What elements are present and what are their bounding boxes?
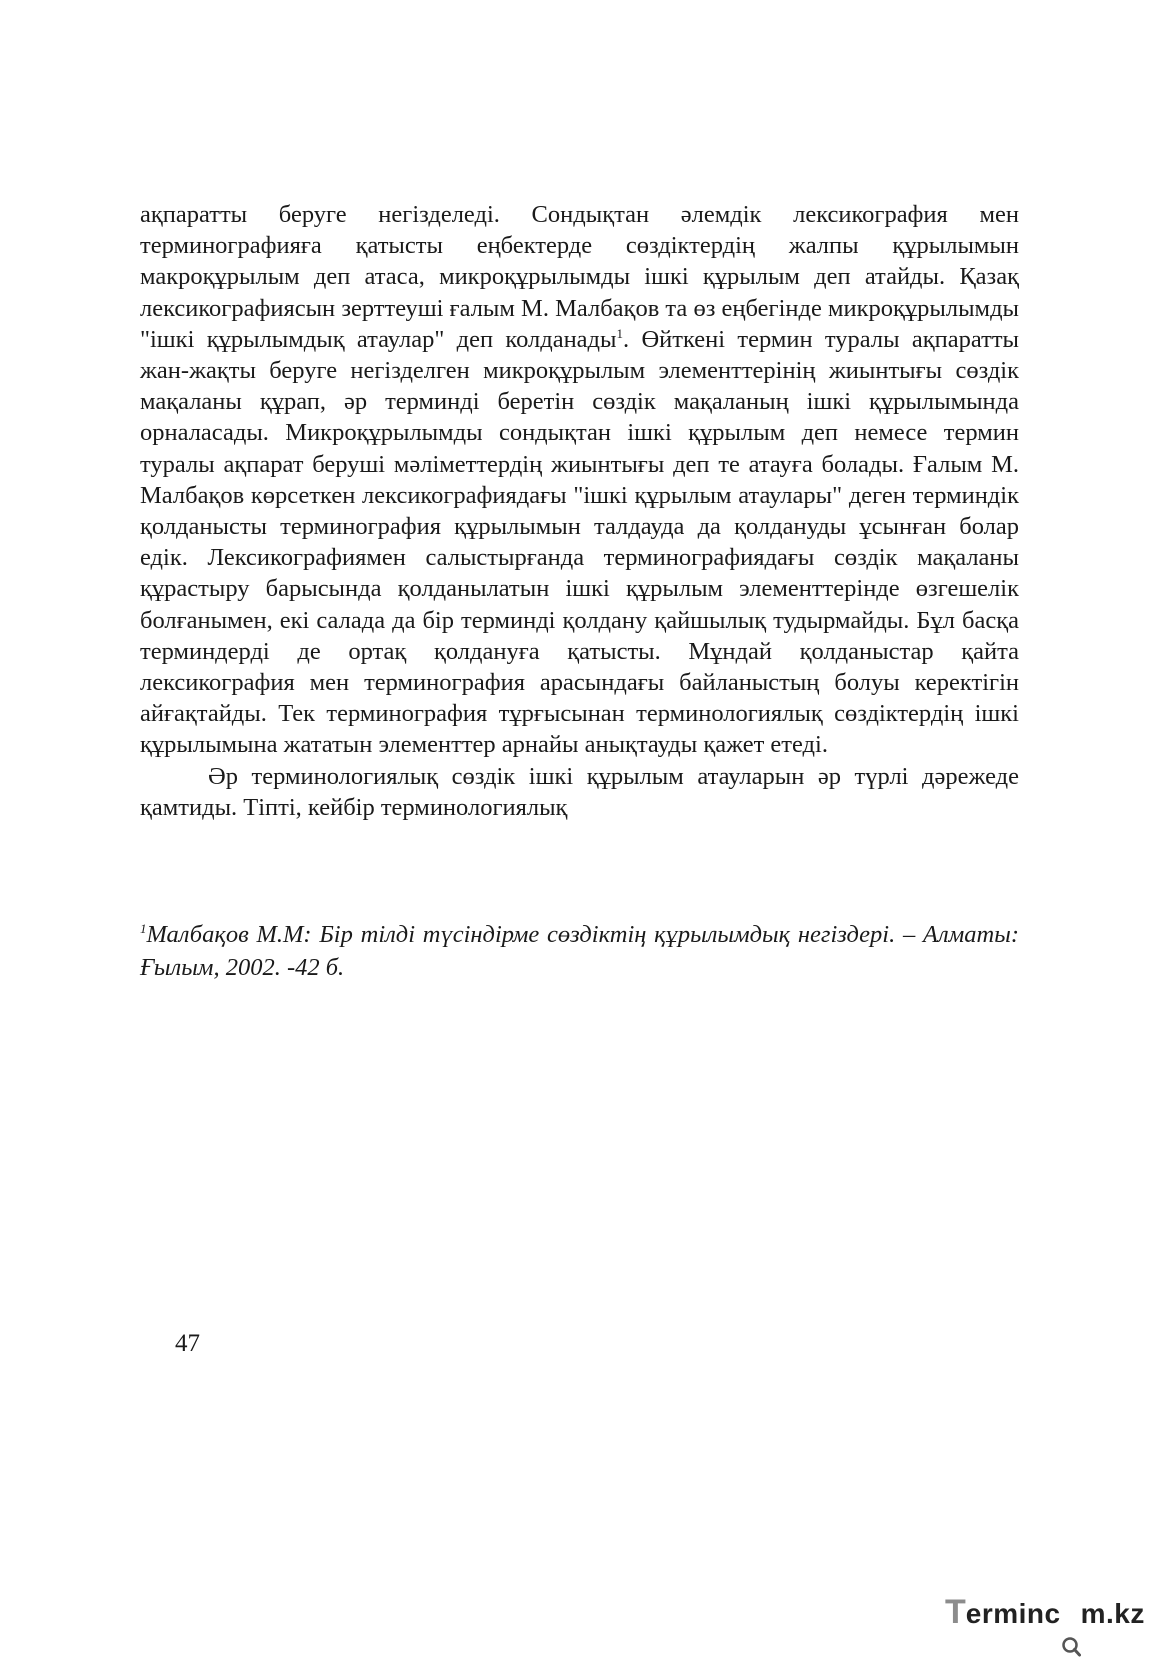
paragraph-1-text: ақпаратты беруге негізделеді. Сондықтан әлемдік лексикография мен терминографияға қатысты еңбектерде сөздіктердің жалпы құрылымын макроқұрылым деп атаса, микроқұрылымды ішкі құрылым деп атайды. Қазақ лексикографиясын зерттеуші ғалым М. Малбақов та өз еңбегінде микроқұрылымды "ішкі құрылымдық атаулар" деп колданады bbox=[140, 201, 1019, 353]
watermark-letter-t: T bbox=[945, 1593, 966, 1631]
paragraph-1-continuation: . Өйткені термин туралы ақпаратты жан-жақты беруге негізделген микроқұрылым элементтерінің жиынтығы сөздік мақаланы құрап, әр терминді беретін сөздік мақаланың ішкі құрылымында орналасады. Микроқұрылымды сондықтан ішкі құрылым деп немесе термин туралы ақпарат беруші мәліметтердің жиынтығы деп те атауға болады. Ғалым М. Малбақов көрсеткен лексикографиядағы "ішкі құрылым атаулары" деген терминдік қолданысты терминография құрылымын талдауда да қолдануды ұсынған болар едік. Лексикографиямен салыстырғанда терминографиядағы сөздік мақаланы құрастыру барысында қолданылатын ішкі құрылым элементтерінде өзгешелік болғанымен, екі салада да бір терминді қолдану қайшылық тудырмайды. Бұл басқа терминдерді де ортақ қолдануға қатысты. Мұндай қолданыстар қайта лексикография мен терминография арасындағы байланыстың болуы керектігін айғақтайды. Тек терминография тұрғысынан терминологиялық сөздіктердің ішкі құрылымына жататын элементтер арнайы анықтауды қажет етеді. bbox=[140, 325, 1020, 759]
footnote-text: Малбақов М.М: Бір тілді түсіндірме сөздіктің құрылымдық негіздері. – Алматы: Ғылым, 2002. -42 б. bbox=[140, 921, 1019, 981]
page-number: 47 bbox=[175, 1330, 200, 1357]
main-text bbox=[140, 199, 1019, 823]
watermark-text-part2: m.kz bbox=[1080, 1598, 1145, 1629]
footnote bbox=[140, 918, 1019, 984]
paragraph-2: Әр терминологиялық сөздік ішкі құрылым атауларын әр түрлі дәрежеде қамтиды. Тіпті, кейбір терминологиялық bbox=[140, 762, 1019, 821]
footnote-marker: 1 bbox=[140, 921, 147, 936]
footnote-reference[interactable]: 1 bbox=[616, 325, 623, 341]
termincom-watermark-logo bbox=[945, 1592, 1145, 1632]
paragraph-1 bbox=[140, 199, 1019, 761]
watermark-text-part1: erminc bbox=[965, 1598, 1061, 1629]
